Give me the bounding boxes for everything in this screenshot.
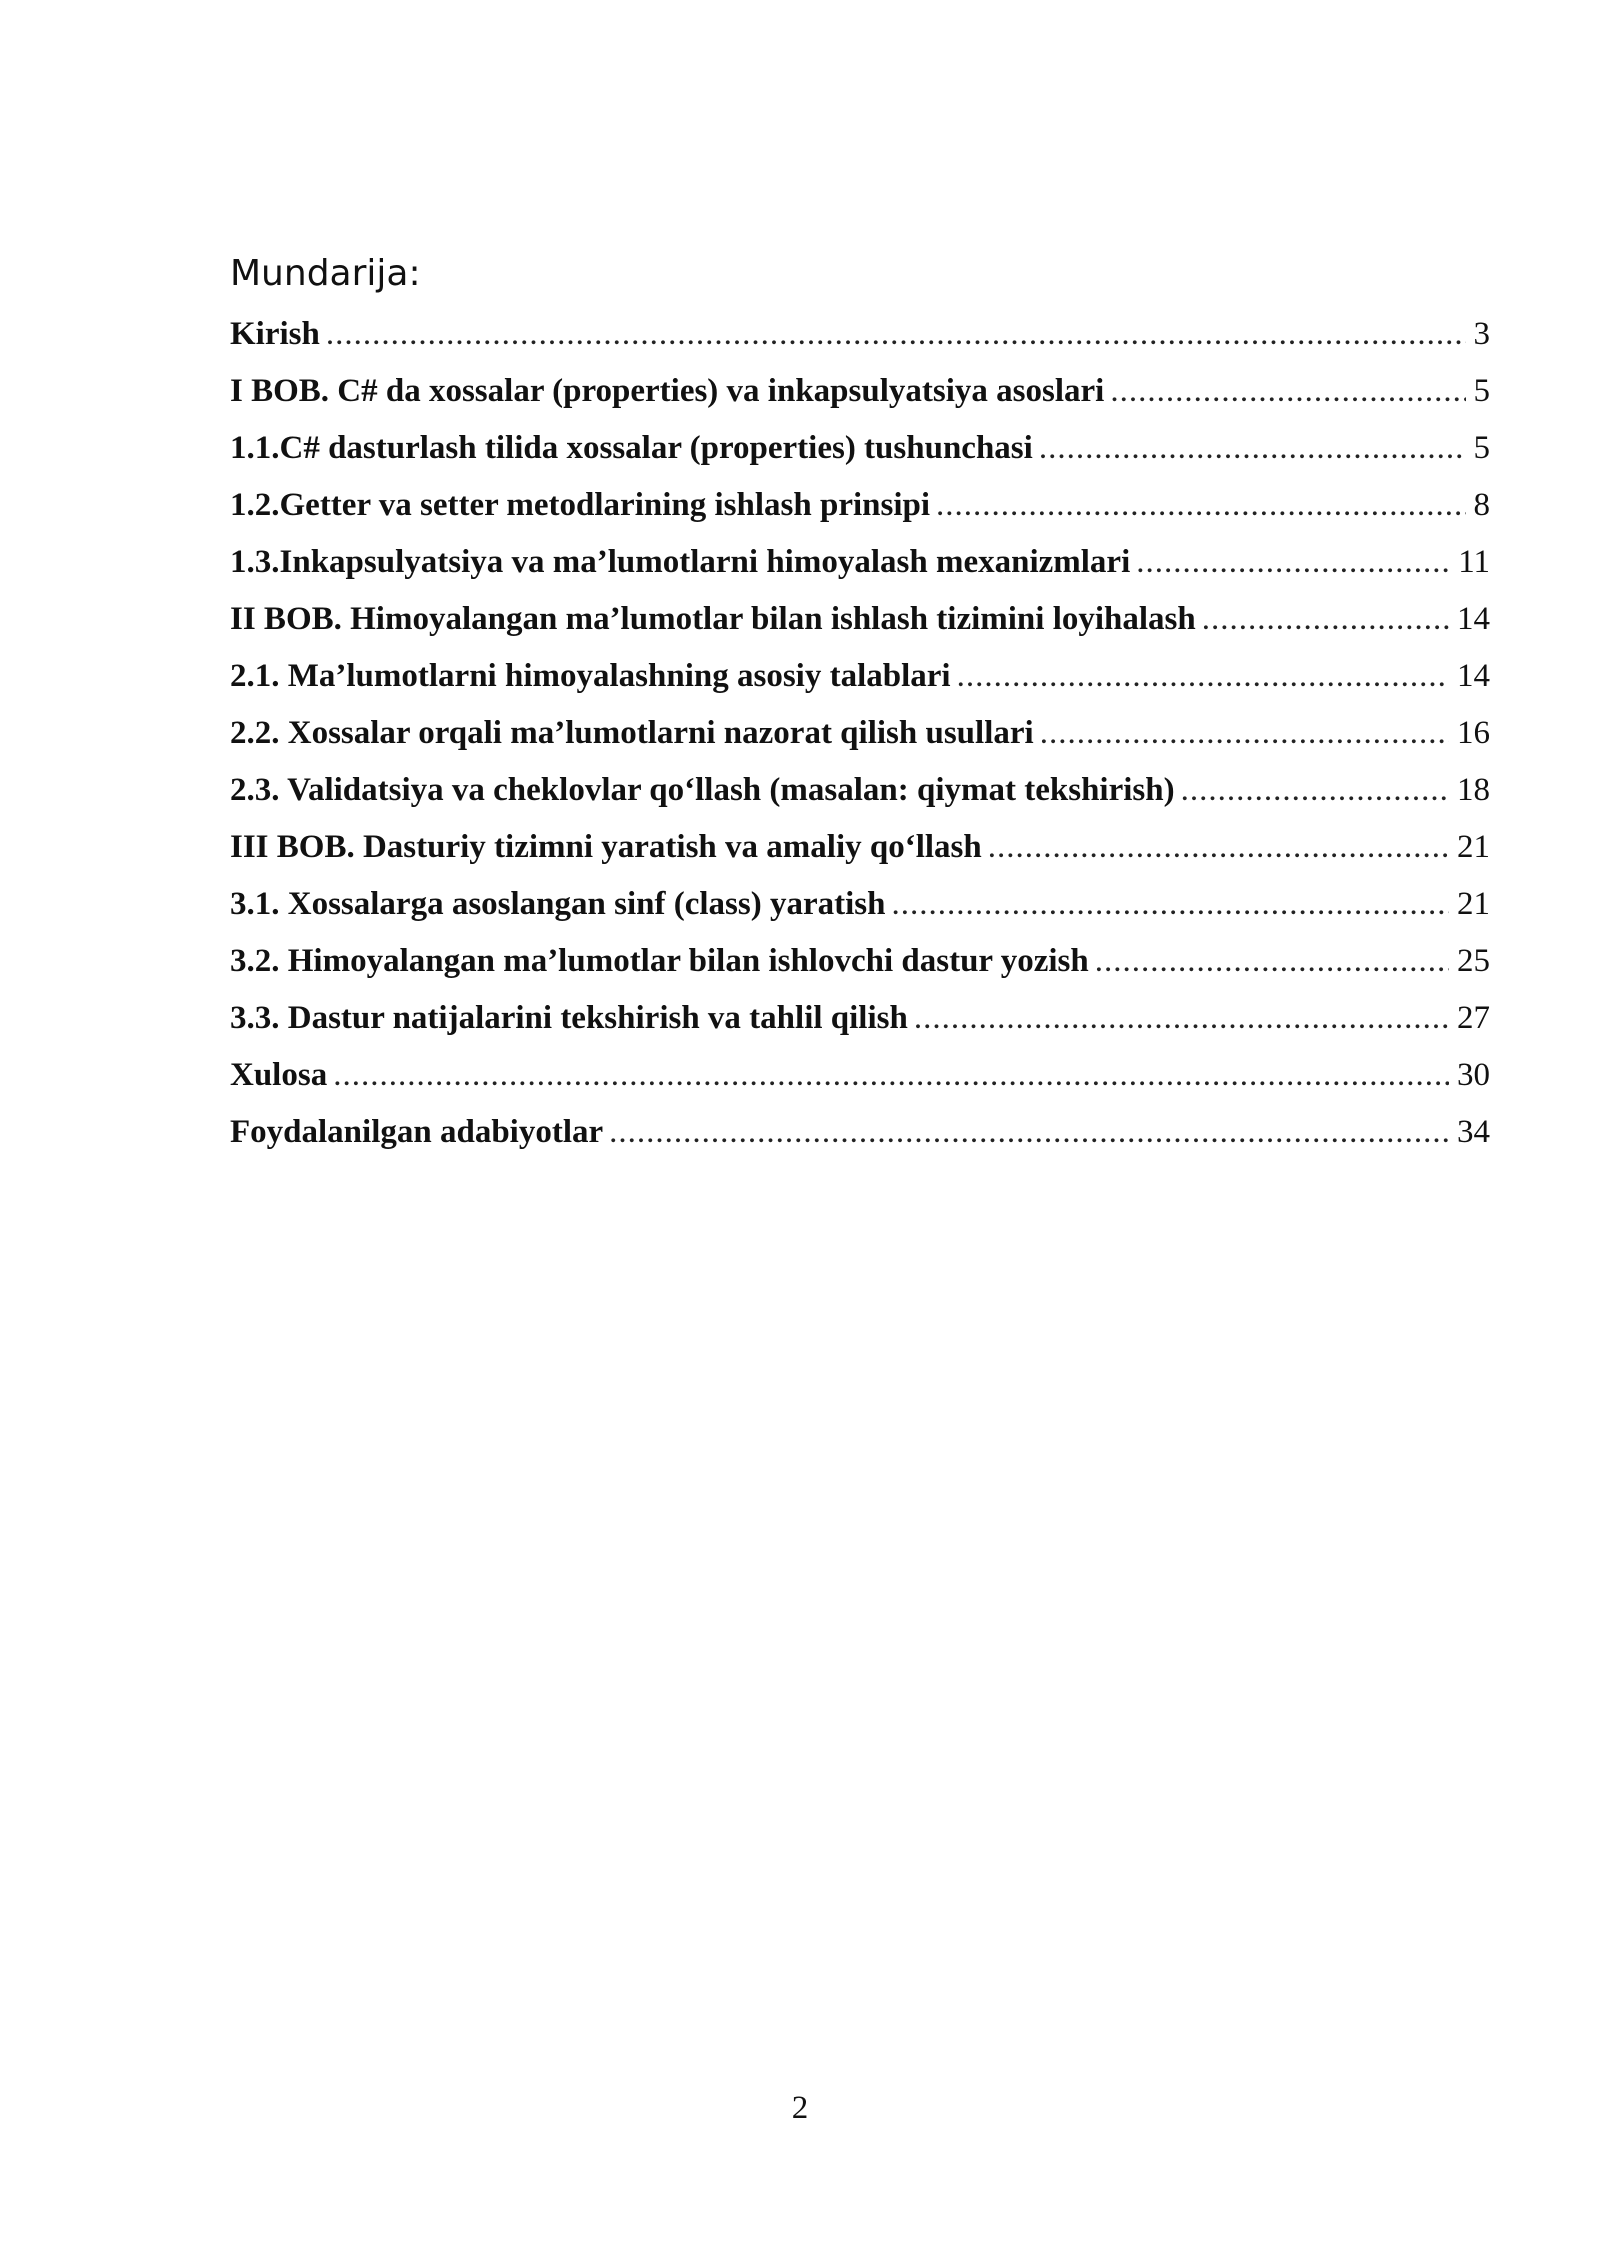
toc-entry-page: 21 [1457,886,1490,922]
toc-entry-title: 1.3.Inkapsulyatsiya va ma’lumotlarni himoyalash mexanizmlari [230,544,1131,580]
toc-entry-page: 8 [1473,487,1490,523]
toc-entry-title: Foydalanilgan adabiyotlar [230,1114,604,1150]
toc-entry-page: 18 [1457,772,1490,808]
toc-entry-3-2[interactable] [230,933,1490,990]
dot-leader [1095,933,1449,990]
toc-entry-1-3[interactable] [230,534,1490,591]
table-of-contents [230,250,1490,1161]
toc-entry-3-1[interactable] [230,876,1490,933]
toc-entry-2-3[interactable] [230,762,1490,819]
toc-entry-2-1[interactable] [230,648,1490,705]
toc-entry-kirish[interactable] [230,306,1490,363]
toc-entry-title: 1.2.Getter va setter metodlarining ishlash prinsipi [230,487,931,523]
toc-entry-title: 3.3. Dastur natijalarini tekshirish va tahlil qilish [230,1000,908,1036]
toc-entry-chapter-3[interactable] [230,819,1490,876]
toc-entry-title: Kirish [230,316,320,352]
toc-heading: Mundarija: [230,253,421,294]
dot-leader [1110,363,1465,420]
toc-list [230,306,1490,1161]
toc-entry-title: 2.1. Ma’lumotlarni himoyalashning asosiy talablari [230,658,951,694]
toc-entry-xulosa[interactable] [230,1047,1490,1104]
toc-entry-page: 11 [1458,544,1490,580]
dot-leader [988,819,1449,876]
dot-leader [936,477,1465,534]
toc-entry-title: 3.2. Himoyalangan ma’lumotlar bilan ishlovchi dastur yozish [230,943,1089,979]
toc-entry-page: 5 [1473,373,1490,409]
toc-entry-3-3[interactable] [230,990,1490,1047]
toc-entry-page: 14 [1457,658,1490,694]
dot-leader [957,648,1449,705]
dot-leader [1202,591,1449,648]
toc-entry-title: Xulosa [230,1057,328,1093]
toc-entry-page: 3 [1473,316,1490,352]
toc-entry-2-2[interactable] [230,705,1490,762]
dot-leader [1136,534,1450,591]
toc-entry-page: 14 [1457,601,1490,637]
page-number: 2 [791,2090,809,2126]
toc-entry-title: III BOB. Dasturiy tizimni yaratish va amaliy qo‘llash [230,829,982,865]
dot-leader [326,306,1466,363]
toc-entry-title: 2.3. Validatsiya va cheklovlar qo‘llash (masalan: qiymat tekshirish) [230,772,1175,808]
toc-entry-page: 27 [1457,1000,1490,1036]
toc-entry-page: 21 [1457,829,1490,865]
toc-entry-page: 34 [1457,1114,1490,1150]
dot-leader [333,1047,1449,1104]
toc-entry-page: 5 [1473,430,1490,466]
toc-entry-chapter-1[interactable] [230,363,1490,420]
toc-entry-page: 16 [1457,715,1490,751]
toc-entry-page: 25 [1457,943,1490,979]
toc-entry-title: 2.2. Xossalar orqali ma’lumotlarni nazorat qilish usullari [230,715,1034,751]
toc-entry-1-1[interactable] [230,420,1490,477]
toc-entry-title: II BOB. Himoyalangan ma’lumotlar bilan ishlash tizimini loyihalash [230,601,1196,637]
toc-entry-chapter-2[interactable] [230,591,1490,648]
toc-entry-title: 1.1.C# dasturlash tilida xossalar (properties) tushunchasi [230,430,1033,466]
dot-leader [1040,705,1449,762]
dot-leader [914,990,1449,1047]
dot-leader [1181,762,1449,819]
dot-leader [1039,420,1466,477]
dot-leader [891,876,1449,933]
toc-entry-title: I BOB. C# da xossalar (properties) va inkapsulyatsiya asoslari [230,373,1105,409]
dot-leader [609,1104,1449,1161]
toc-entry-page: 30 [1457,1057,1490,1093]
toc-entry-1-2[interactable] [230,477,1490,534]
toc-entry-title: 3.1. Xossalarga asoslangan sinf (class) yaratish [230,886,886,922]
toc-entry-references[interactable] [230,1104,1490,1161]
